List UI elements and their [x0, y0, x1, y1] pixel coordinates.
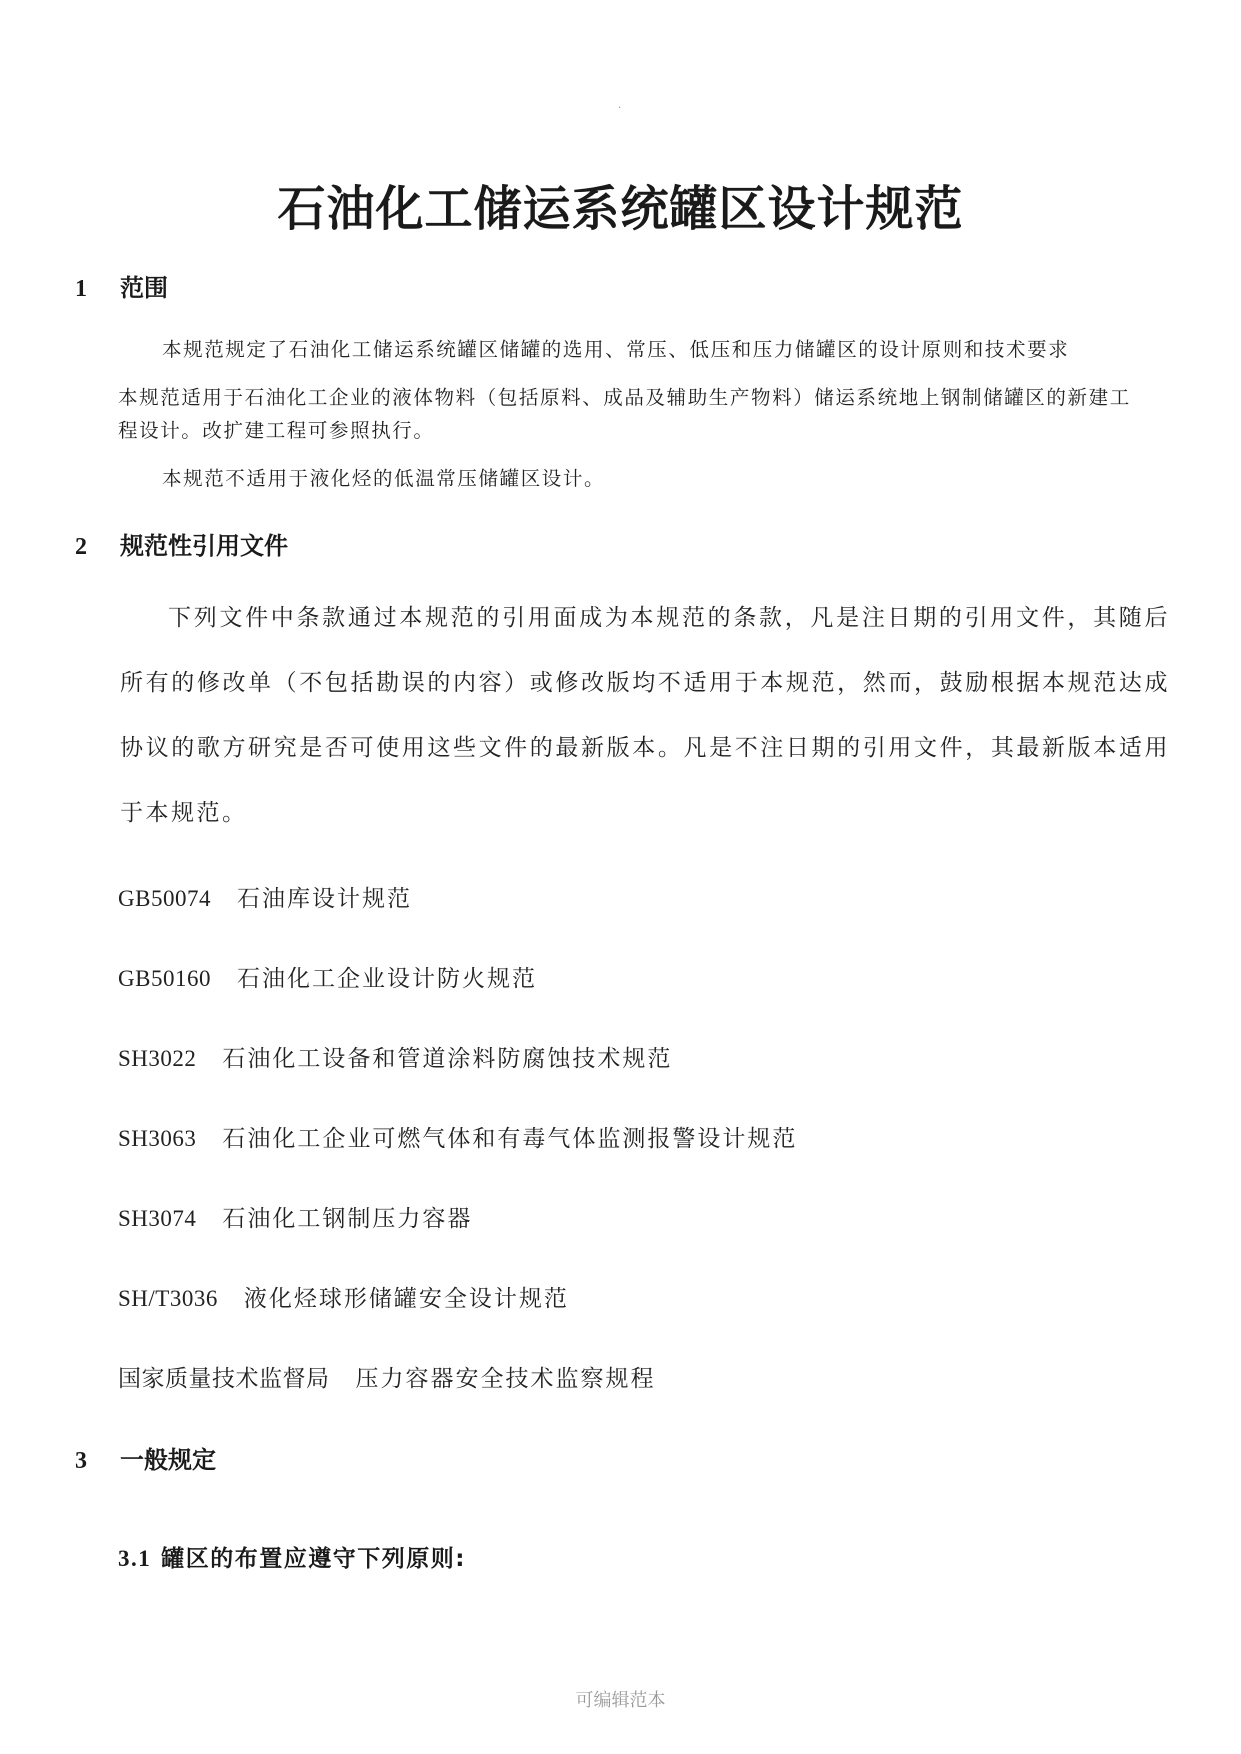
section-2-intro: 下列文件中条款通过本规范的引用面成为本规范的条款，凡是注日期的引用文件，其随后所有的修改单（不包括勘误的内容）或修改版均不适用于本规范，然而，鼓励根据本规范达成协议的歌方研究是否可使用这些文件的最新版本。凡是不注日期的引用文件，其最新版本适用于本规范。 — [120, 605, 1170, 826]
reference-title: 石油化工企业设计防火规范 — [236, 966, 537, 992]
reference-item — [118, 880, 412, 913]
section-3-number: 3 — [75, 1448, 87, 1474]
section-3-heading — [75, 1440, 216, 1475]
reference-title: 石油化工设备和管道涂料防腐蚀技术规范 — [222, 1046, 673, 1072]
reference-code: GB50160 — [118, 966, 211, 991]
section-3-title: 一般规定 — [120, 1446, 216, 1474]
section-2-title: 规范性引用文件 — [120, 532, 288, 560]
reference-code: SH3022 — [118, 1046, 197, 1071]
reference-item — [118, 1360, 656, 1393]
reference-item — [118, 960, 537, 993]
section-1-para-2-line-2: 程设计。改扩建工程可参照执行。 — [118, 419, 435, 442]
section-1-title: 范围 — [120, 274, 168, 302]
reference-code: GB50074 — [118, 886, 211, 911]
reference-item — [118, 1040, 672, 1073]
reference-code: 国家质量技术监督局 — [118, 1366, 330, 1391]
section-2-heading — [75, 526, 288, 561]
document-title: 石油化工储运系统罐区设计规范 — [277, 181, 964, 237]
reference-code: SH3074 — [118, 1206, 197, 1231]
reference-item — [118, 1280, 569, 1313]
reference-title: 石油化工企业可燃气体和有毒气体监测报警设计规范 — [222, 1126, 798, 1152]
section-1-number: 1 — [75, 276, 87, 302]
subsection-3-1-number: 3.1 — [118, 1546, 152, 1571]
section-2-number: 2 — [75, 534, 87, 560]
subsection-3-1-title: 罐区的布置应遵守下列原则: — [161, 1546, 466, 1572]
reference-title: 液化烃球形储罐安全设计规范 — [243, 1286, 569, 1312]
section-1-para-1: 本规范规定了石油化工储运系统罐区储罐的选用、常压、低压和压力储罐区的设计原则和技术要求 — [162, 338, 1070, 361]
subsection-3-1-heading — [118, 1540, 466, 1573]
page-footer: 可编辑范本 — [575, 1690, 666, 1711]
reference-title: 石油库设计规范 — [236, 886, 412, 912]
reference-item — [118, 1200, 472, 1233]
header-dot: . — [618, 100, 622, 111]
reference-title: 压力容器安全技术监察规程 — [355, 1366, 656, 1392]
reference-code: SH/T3036 — [118, 1286, 218, 1311]
reference-code: SH3063 — [118, 1126, 197, 1151]
reference-item — [118, 1120, 797, 1153]
section-1-para-2-line-1: 本规范适用于石油化工企业的液体物料（包括原料、成品及辅助生产物料）储运系统地上钢制储罐区的新建工 — [118, 386, 1131, 409]
section-1-heading — [75, 268, 168, 303]
reference-title: 石油化工钢制压力容器 — [222, 1206, 473, 1232]
section-1-para-3: 本规范不适用于液化烃的低温常压储罐区设计。 — [162, 467, 606, 490]
